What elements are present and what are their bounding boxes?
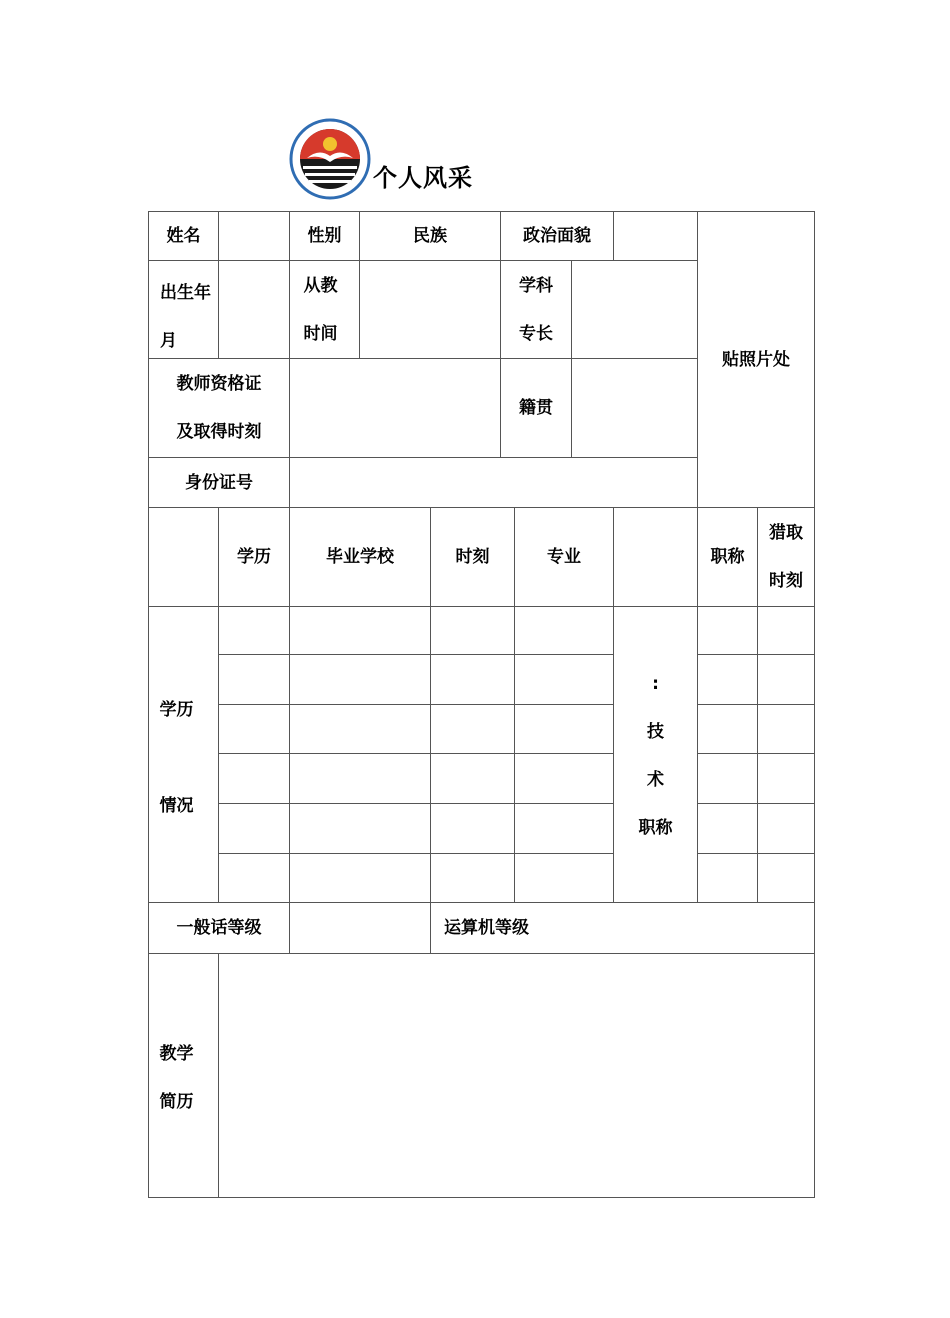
name-field[interactable] [219, 212, 289, 260]
mandarin-level-field[interactable] [290, 903, 430, 953]
gender-label: 性别 [307, 226, 342, 246]
major-header: 专业 [547, 547, 581, 567]
photo-placeholder: 贴照片处 [722, 349, 790, 370]
teaching-resume-field[interactable] [219, 954, 814, 1197]
page-title: 个人风采 [373, 164, 473, 192]
table-row[interactable] [219, 655, 613, 704]
school-emblem-logo [289, 118, 371, 200]
professional-title-header: 职称 [710, 547, 745, 567]
education-section-label: 学历 情况 [159, 699, 194, 816]
graduation-school-header: 毕业学校 [326, 547, 394, 567]
technical-title-label: : 技 术 职称 [638, 673, 673, 838]
political-status-field[interactable] [614, 212, 697, 260]
table-row[interactable] [219, 854, 613, 902]
name-label: 姓名 [166, 226, 201, 246]
graduation-time-header: 时刻 [455, 547, 490, 567]
birth-date-label: 出生年 月 [160, 282, 211, 351]
table-row[interactable] [219, 705, 613, 753]
teacher-certificate-field[interactable] [290, 359, 500, 457]
teaching-start-label: 从教 时间 [303, 275, 338, 344]
id-number-label: 身份证号 [185, 472, 253, 493]
table-row[interactable] [219, 804, 613, 853]
native-place-label: 籍贯 [519, 398, 553, 418]
computer-level-label: 运算机等级 [444, 918, 529, 938]
teaching-resume-label: 教学 简历 [159, 1043, 194, 1112]
obtained-time-header: 猎取 时刻 [769, 523, 803, 591]
table-row[interactable] [219, 754, 613, 803]
birth-date-field[interactable] [219, 261, 289, 358]
native-place-field[interactable] [572, 359, 697, 457]
education-degree-header: 学历 [237, 547, 271, 567]
teaching-start-field[interactable] [360, 261, 500, 358]
ethnicity-label: 民族 [413, 226, 447, 246]
id-number-field[interactable] [290, 458, 697, 507]
form-header [289, 116, 473, 200]
political-status-label: 政治面貌 [523, 226, 591, 246]
table-row[interactable] [219, 607, 613, 654]
teacher-certificate-label: 教师资格证 及取得时刻 [176, 374, 262, 442]
subject-specialty-field[interactable] [572, 261, 697, 358]
subject-specialty-label: 学科 专长 [519, 275, 553, 344]
mandarin-level-label: 一般话等级 [176, 918, 262, 938]
